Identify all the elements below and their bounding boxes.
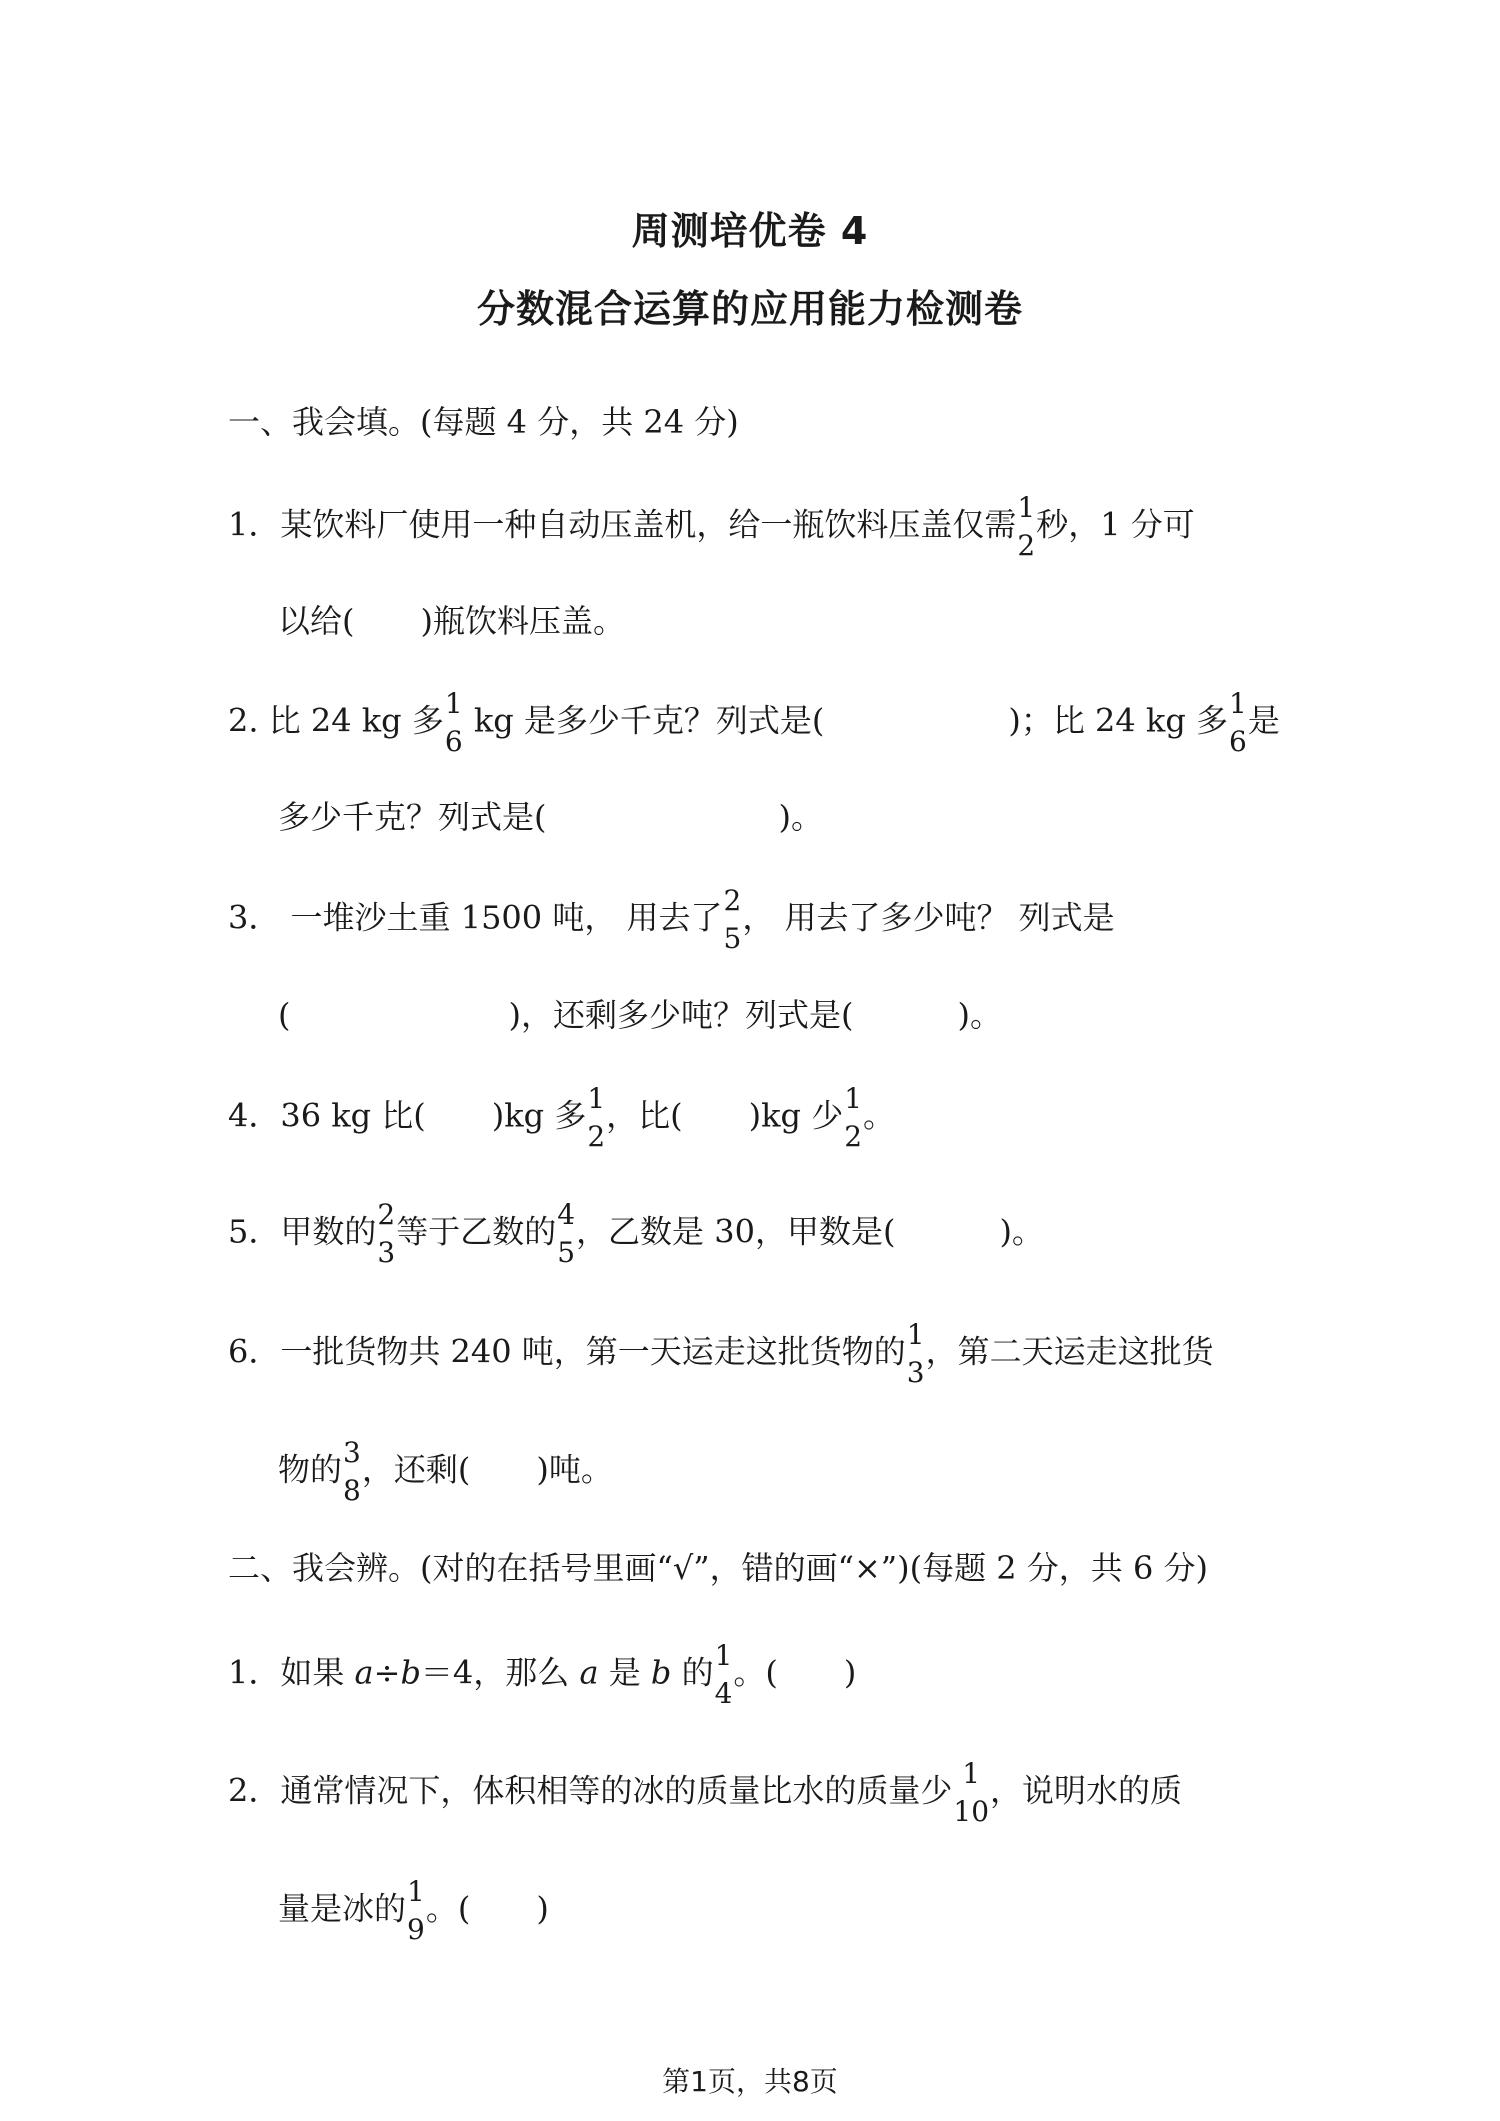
q2-1-text-c: 是 — [598, 1653, 651, 1692]
fraction: 1 4 — [714, 1639, 733, 1710]
q2-2-text-a: 2．通常情况下，体积相等的冰的质量比水的质量少 — [228, 1771, 953, 1810]
fraction: 1 2 — [587, 1082, 606, 1153]
q1-5-text-d: )。 — [999, 1212, 1044, 1251]
q1-3-text-b: ， 用去了多少吨？ 列式是 — [742, 898, 1115, 937]
q1-2-text-f: )。 — [778, 798, 823, 836]
q1-1-text-c: 以给( — [278, 602, 355, 640]
q1-3-text-e: )。 — [957, 996, 1002, 1034]
question-1-3-line1 — [228, 884, 1283, 955]
q2-1-text-f: ) — [843, 1653, 857, 1692]
q1-5-text-a: 5．甲数的 — [228, 1212, 377, 1251]
fraction: 1 2 — [844, 1082, 863, 1153]
q1-2-text-a: 2. 比 24 kg 多 — [228, 701, 444, 740]
fraction: 4 5 — [557, 1198, 576, 1269]
section1-heading: 一、我会填。(每题 4 分，共 24 分) — [228, 403, 739, 441]
variable-a: a — [354, 1653, 374, 1692]
q2-1-text-e: 。( — [733, 1653, 778, 1692]
q2-2-text-b: ，说明水的质 — [990, 1771, 1183, 1810]
question-2-2-line1 — [228, 1757, 1283, 1828]
q1-2-text-e: 多少千克？列式是( — [278, 798, 547, 836]
q1-4-text-c: ，比( — [606, 1096, 683, 1135]
page-number: 第1页，共8页 — [662, 2065, 838, 2098]
question-1-6-line2 — [278, 1436, 1333, 1507]
q1-5-text-c: ，乙数是 30，甲数是( — [576, 1212, 896, 1251]
q1-6-text-b: ，第二天运走这批货 — [925, 1332, 1214, 1371]
q2-1-text-d: 的 — [671, 1653, 714, 1692]
q1-4-text-d: )kg 少 — [748, 1096, 844, 1135]
q2-2-text-c: 量是冰的 — [278, 1889, 407, 1928]
q2-1-text-a: 1．如果 — [228, 1653, 355, 1692]
fraction: 1 6 — [444, 687, 463, 758]
fraction: 1 9 — [407, 1875, 425, 1946]
question-2-1 — [228, 1639, 1283, 1710]
section2-heading: 二、我会辨。(对的在括号里画“√”，错的画“×”)(每题 2 分，共 6 分) — [228, 1549, 1208, 1587]
variable-a: a — [579, 1653, 599, 1692]
q1-3-text-d: )，还剩多少吨？列式是( — [508, 996, 854, 1034]
q1-2-text-c: )；比 24 kg 多 — [1008, 701, 1228, 740]
q1-6-text-a: 6．一批货物共 240 吨，第一天运走这批货物的 — [228, 1332, 906, 1371]
question-2-2-line2 — [278, 1875, 1333, 1946]
q1-4-text-a: 4．36 kg 比( — [228, 1096, 426, 1135]
q2-2-text-e: ) — [536, 1889, 549, 1928]
q1-4-text-b: )kg 多 — [491, 1096, 587, 1135]
fraction: 2 3 — [377, 1198, 396, 1269]
q1-2-text-b: kg 是多少千克？列式是( — [463, 701, 825, 740]
question-1-4 — [228, 1082, 1283, 1153]
question-1-3-line2 — [278, 990, 1333, 1040]
q1-1-text-b: 秒，1 分可 — [1036, 505, 1195, 544]
page-subtitle: 分数混合运算的应用能力检测卷 — [476, 287, 1023, 331]
q1-4-text-e: 。 — [863, 1096, 896, 1135]
q1-1-text-d: )瓶饮料压盖。 — [420, 602, 625, 640]
q1-6-text-d: ，还剩( — [361, 1450, 471, 1489]
variable-b: b — [650, 1653, 672, 1692]
fraction: 3 8 — [343, 1436, 361, 1507]
q2-1-text-b: ＝4，那么 — [420, 1653, 580, 1692]
q1-1-text-a: 1．某饮料厂使用一种自动压盖机，给一瓶饮料压盖仅需 — [228, 505, 1017, 544]
question-1-2-line2 — [278, 792, 1333, 842]
fraction: 1 6 — [1228, 687, 1247, 758]
question-1-1-line1 — [228, 491, 1283, 562]
q1-3-text-c: ( — [278, 996, 291, 1034]
fraction: 1 10 — [953, 1757, 990, 1828]
question-1-2-line1 — [228, 687, 1283, 758]
q1-6-text-c: 物的 — [278, 1450, 343, 1489]
q1-6-text-e: )吨。 — [536, 1450, 613, 1489]
fraction: 2 5 — [723, 884, 742, 955]
divide-sign: ÷ — [373, 1653, 401, 1692]
fraction: 1 2 — [1017, 491, 1036, 562]
q1-3-text-a: 3． 一堆沙土重 1500 吨， 用去了 — [228, 898, 723, 937]
page-title: 周测培优卷 4 — [631, 209, 869, 253]
q1-5-text-b: 等于乙数的 — [396, 1212, 557, 1251]
fraction: 1 3 — [906, 1318, 925, 1389]
variable-b: b — [400, 1653, 421, 1692]
question-1-6-line1 — [228, 1318, 1283, 1389]
q1-2-text-d: 是 — [1247, 701, 1280, 740]
question-1-5 — [228, 1198, 1283, 1269]
question-1-1-line2 — [278, 596, 1333, 646]
q2-2-text-d: 。( — [425, 1889, 471, 1928]
